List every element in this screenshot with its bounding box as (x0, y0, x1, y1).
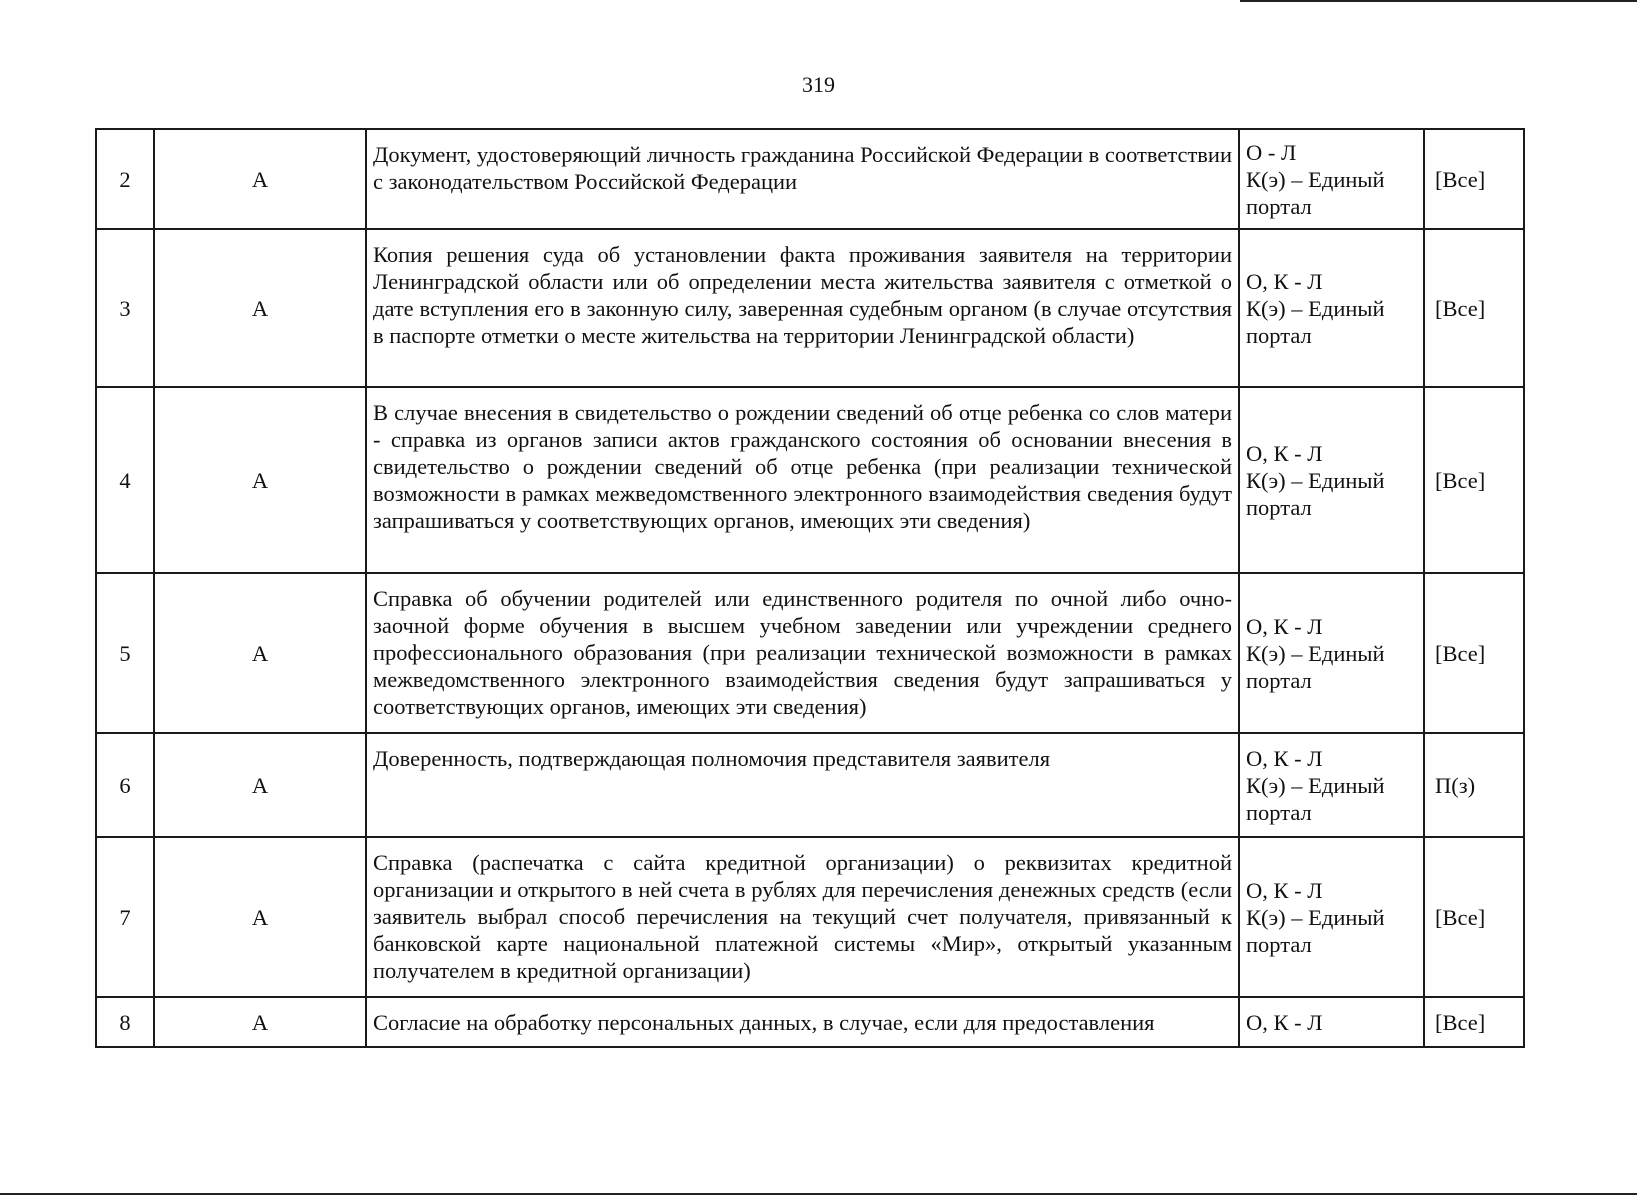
row-description (366, 387, 1239, 573)
row-submission-form (1239, 573, 1424, 733)
row-category: А (154, 387, 366, 573)
row-category: А (154, 837, 366, 997)
form-line: портал (1246, 494, 1312, 520)
table-row (96, 573, 1524, 733)
scan-edge-top (1240, 0, 1637, 2)
form-line: К(э) – Единый (1246, 904, 1385, 930)
row-category: А (154, 733, 366, 837)
row-category: А (154, 229, 366, 387)
form-line: портал (1246, 322, 1312, 348)
row-description-text: Справка (распечатка с сайта кредитной организации) о реквизитах кредитной организации и открытого в ней счета в рублях для перечисления денежных средств (если заявитель выбрал способ перечисления на текущий счет получателя, привязанный к банковской карте национальной платежной системы «Мир», открытый указанным получателем в кредитной организации) (373, 850, 1232, 983)
documents-table-body (96, 129, 1524, 1047)
form-line: портал (1246, 931, 1312, 957)
form-line: портал (1246, 799, 1312, 825)
form-line: К(э) – Единый (1246, 467, 1385, 493)
row-description (366, 229, 1239, 387)
row-description-text: Документ, удостоверяющий личность гражданина Российской Федерации в соответствии с законодательством Российской Федерации (373, 142, 1232, 194)
row-applicability: [Все] (1424, 573, 1524, 733)
form-line: О, К - Л (1246, 613, 1323, 639)
row-description (366, 997, 1239, 1047)
form-line: К(э) – Единый (1246, 295, 1385, 321)
table-row (96, 229, 1524, 387)
form-line: О, К - Л (1246, 745, 1323, 771)
row-category: А (154, 129, 366, 229)
form-line: К(э) – Единый (1246, 640, 1385, 666)
row-description-text: В случае внесения в свидетельство о рождении сведений об отце ребенка со слов матери - справка из органов записи актов гражданского состояния об основании внесения в свидетельство о рождении сведений об отце ребенка (при реализации технической возможности в рамках межведомственного электронного взаимодействия сведения будут запрашиваться у соответствующих органов, имеющих эти сведения) (373, 400, 1232, 533)
form-line: портал (1246, 193, 1312, 219)
form-line: О, К - Л (1246, 268, 1323, 294)
row-submission-form (1239, 129, 1424, 229)
row-submission-form (1239, 837, 1424, 997)
row-applicability: [Все] (1424, 997, 1524, 1047)
table-row (96, 997, 1524, 1047)
row-number: 3 (96, 229, 154, 387)
form-line: О, К - Л (1246, 1009, 1323, 1035)
row-description-text: Копия решения суда об установлении факта проживания заявителя на территории Ленинградской области или об определении места жительства заявителя с отметкой о дате вступления его в законную силу, заверенная судебным органом (в случае отсутствия в паспорте отметки о месте жительства на территории Ленинградской области) (373, 242, 1232, 348)
table-row (96, 129, 1524, 229)
table-row (96, 733, 1524, 837)
row-submission-form (1239, 387, 1424, 573)
row-description (366, 573, 1239, 733)
form-line: портал (1246, 667, 1312, 693)
row-description (366, 837, 1239, 997)
table-row (96, 387, 1524, 573)
row-category: А (154, 997, 366, 1047)
form-line: К(э) – Единый (1246, 772, 1385, 798)
row-description-text: Справка об обучении родителей или единственного родителя по очной либо очно-заочной форме обучения в высшем учебном заведении или учреждении среднего профессионального образования (при реализации технической возможности в рамках межведомственного электронного взаимодействия сведения будут запрашиваться у соответствующих органов, имеющих эти сведения) (373, 586, 1232, 719)
row-submission-form (1239, 997, 1424, 1047)
row-submission-form (1239, 733, 1424, 837)
row-applicability: [Все] (1424, 129, 1524, 229)
documents-table (95, 128, 1525, 1048)
form-line: О, К - Л (1246, 877, 1323, 903)
row-number: 5 (96, 573, 154, 733)
row-number: 4 (96, 387, 154, 573)
row-category: А (154, 573, 366, 733)
row-description-text: Согласие на обработку персональных данных, в случае, если для предоставления (373, 1010, 1155, 1035)
row-submission-form (1239, 229, 1424, 387)
row-applicability: [Все] (1424, 837, 1524, 997)
form-line: К(э) – Единый (1246, 166, 1385, 192)
form-line: О, К - Л (1246, 440, 1323, 466)
row-applicability: П(з) (1424, 733, 1524, 837)
row-description (366, 129, 1239, 229)
row-applicability: [Все] (1424, 387, 1524, 573)
page-number: 319 (802, 72, 835, 97)
row-applicability: [Все] (1424, 229, 1524, 387)
row-description-text: Доверенность, подтверждающая полномочия представителя заявителя (373, 746, 1051, 771)
row-number: 6 (96, 733, 154, 837)
table-row (96, 837, 1524, 997)
row-number: 7 (96, 837, 154, 997)
scan-edge-bottom (0, 1193, 1637, 1195)
row-number: 8 (96, 997, 154, 1047)
row-number: 2 (96, 129, 154, 229)
row-description (366, 733, 1239, 837)
form-line: О - Л (1246, 139, 1297, 165)
